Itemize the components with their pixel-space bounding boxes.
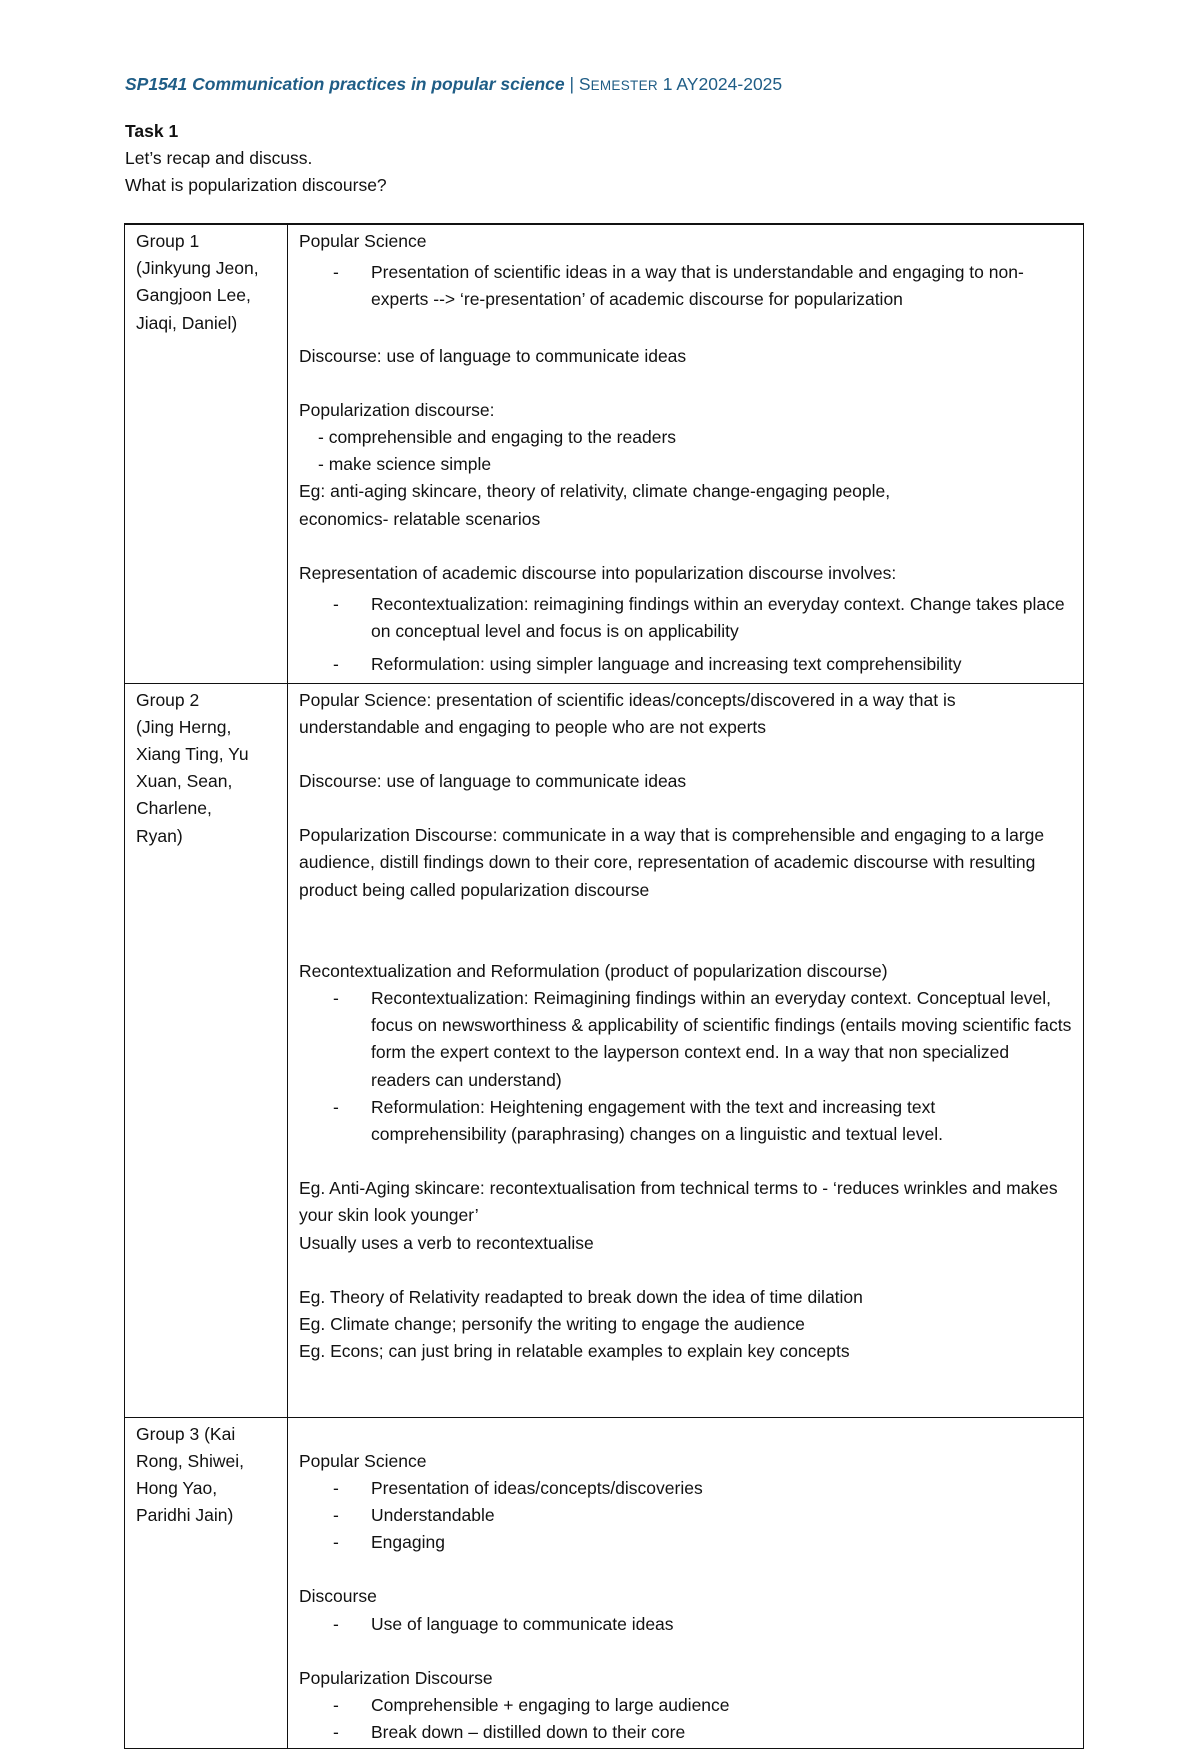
- discourse-definition: Discourse: use of language to communicate ideas: [299, 345, 687, 366]
- popular-science-heading: Popular Science: [299, 231, 427, 251]
- table-row: [125, 1417, 1084, 1749]
- popular-science-definition: Popular Science: presentation of scientific ideas/concepts/discovered in a way that is understandable and engaging to people who are not experts: [299, 689, 956, 737]
- example-line: Eg. Theory of Relativity readapted to break down the idea of time dilation: [299, 1286, 863, 1307]
- course-title: SP1541 Communication practices in popular science: [125, 74, 565, 94]
- table-row: [125, 683, 1084, 1417]
- table-row: [125, 224, 1084, 683]
- list-item: - Recontextualization: Reimagining findings within an everyday context. Conceptual level, focus on newsworthiness & applicability of scientific findings (entails moving scientific facts form the expert context to the layperson context end. In a way that non specialized readers can understand): [299, 985, 1073, 1094]
- popularization-discourse-heading: Popularization discourse:: [299, 399, 495, 420]
- recontextualization-list: [299, 985, 1073, 1148]
- group-label-line: Xiang Ting, Yu: [136, 744, 249, 765]
- list-item: - Reformulation: using simpler language and increasing text comprehensibility: [299, 651, 1073, 678]
- list-item: - Use of language to communicate ideas: [299, 1611, 1073, 1638]
- representation-list: [299, 591, 1073, 679]
- group-label-line: Paridhi Jain): [136, 1505, 234, 1526]
- popular-science-list: [299, 259, 1073, 313]
- group-label-cell: [125, 224, 288, 683]
- group-content-cell: [288, 683, 1084, 1417]
- group-content-cell: [288, 224, 1084, 683]
- group-label-line: Group 3 (Kai: [136, 1423, 236, 1444]
- intro-line-2: What is popularization discourse?: [125, 175, 387, 195]
- list-item: - Engaging: [299, 1529, 1073, 1556]
- list-item: - Presentation of scientific ideas in a way that is understandable and engaging to non-experts --> ‘re-presentation’ of academic discourse for popularization: [299, 259, 1073, 313]
- header-separator: |: [564, 74, 579, 94]
- popularization-discourse-heading: Popularization Discourse: [299, 1667, 493, 1688]
- task-intro: [125, 118, 387, 199]
- discourse-definition: Discourse: use of language to communicate ideas: [299, 771, 687, 792]
- page-header: [125, 74, 782, 95]
- list-item: - Presentation of ideas/concepts/discoveries: [299, 1475, 1073, 1502]
- example-line: Eg. Climate change; personify the writing to engage the audience: [299, 1314, 805, 1335]
- group-label-line: Group 1: [136, 231, 200, 251]
- example-line: Eg. Econs; can just bring in relatable examples to explain key concepts: [299, 1341, 850, 1362]
- group-label-line: Hong Yao,: [136, 1478, 218, 1499]
- list-item: - make science simple: [318, 454, 492, 475]
- list-item: - comprehensible and engaging to the readers: [318, 427, 677, 448]
- groups-table: [124, 223, 1084, 1749]
- discourse-list: [299, 1611, 1073, 1638]
- group-label-line: Group 2: [136, 689, 200, 710]
- group-label-line: Xuan, Sean,: [136, 771, 233, 792]
- group-label-cell: [125, 683, 288, 1417]
- group-label-line: Ryan): [136, 825, 183, 846]
- group-label-line: Charlene,: [136, 798, 212, 819]
- popularization-discourse-list: [299, 1692, 1073, 1746]
- semester-label: SEMESTER 1 AY2024-2025: [578, 74, 783, 94]
- group-label-line: Rong, Shiwei,: [136, 1450, 244, 1471]
- example-line: economics- relatable scenarios: [299, 508, 541, 529]
- list-item: - Break down – distilled down to their core: [299, 1719, 1073, 1746]
- group-label-line: Gangjoon Lee,: [136, 285, 251, 306]
- list-item: - Comprehensible + engaging to large audience: [299, 1692, 1073, 1719]
- popular-science-list: [299, 1475, 1073, 1557]
- list-item: - Reformulation: Heightening engagement with the text and increasing text comprehensibility (paraphrasing) changes on a linguistic and textual level.: [299, 1094, 1073, 1148]
- list-item: - Recontextualization: reimagining findings within an everyday context. Change takes place on conceptual level and focus is on applicability: [299, 591, 1073, 645]
- group-label-line: Jiaqi, Daniel): [136, 312, 238, 333]
- task-title: Task 1: [125, 121, 179, 141]
- representation-heading: Representation of academic discourse into popularization discourse involves:: [299, 562, 897, 583]
- popular-science-heading: Popular Science: [299, 1450, 427, 1471]
- note-line: Usually uses a verb to recontextualise: [299, 1232, 594, 1253]
- group-label-cell: [125, 1417, 288, 1749]
- group-label-line: (Jinkyung Jeon,: [136, 258, 259, 279]
- intro-line-1: Let’s recap and discuss.: [125, 148, 313, 168]
- discourse-heading: Discourse: [299, 1586, 377, 1607]
- popularization-discourse-definition: Popularization Discourse: communicate in a way that is comprehensible and engaging to a large audience, distill findings down to their core, representation of academic discourse with resulting product being called popularization discourse: [299, 825, 1045, 900]
- example-line: Eg. Anti-Aging skincare: recontextualisation from technical terms to - ‘reduces wrinkles and makes your skin look younger’: [299, 1178, 1058, 1226]
- group-content-cell: [288, 1417, 1084, 1749]
- recontextualization-heading: Recontextualization and Reformulation (product of popularization discourse): [299, 960, 888, 981]
- group-label-line: (Jing Herng,: [136, 716, 232, 737]
- list-item: - Understandable: [299, 1502, 1073, 1529]
- example-line: Eg: anti-aging skincare, theory of relativity, climate change-engaging people,: [299, 481, 891, 502]
